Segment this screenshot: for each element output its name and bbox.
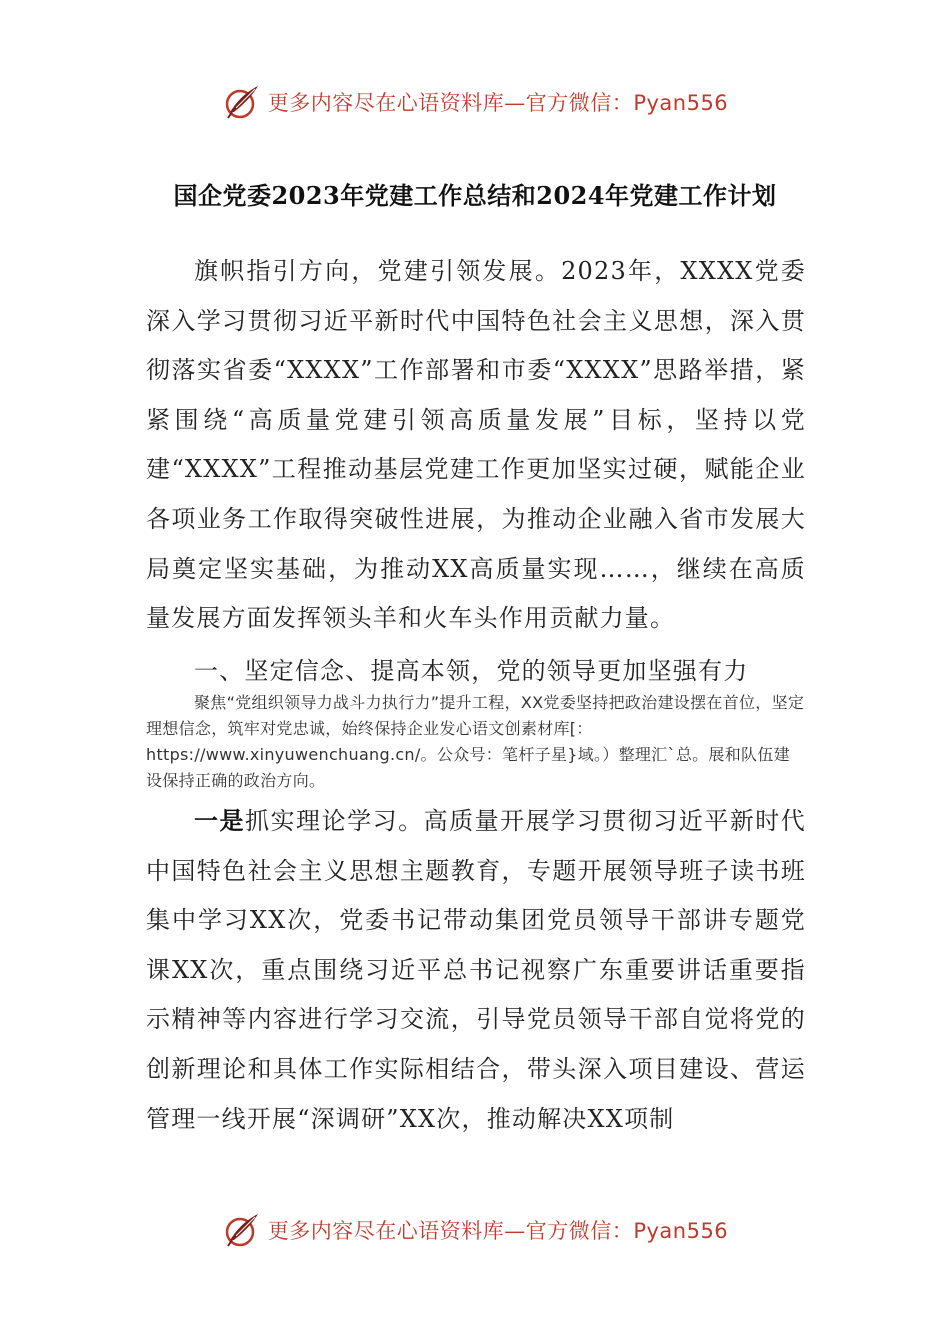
intro-paragraph: 旗帜指引方向，党建引领发展。2023年，XXXX党委深入学习贯彻习近平新时代中国特色社会主义思想，深入贯彻落实省委“XXXX”工作部署和市委“XXXX”思路举措，紧紧围绕“高质量党建引领高质量发展”目标，坚持以党建“XXXX”工程推动基层党建工作更加坚实过硬，赋能企业各项业务工作取得突破性进展，为推动企业融入省市发展大局奠定坚实基础，为推动XX高质量实现……，继续在高质量发展方面发挥领头羊和火车头作用贡献力量。 [146,257,806,633]
item-one-paragraph [146,796,806,1144]
banner-wechat-id: Pyan556 [633,1219,729,1243]
banner-text [268,1215,728,1245]
item-one-lead: 一是 [194,806,246,835]
banner-text [268,87,728,117]
quill-pen-logo-icon [222,82,262,122]
banner-wechat-id: Pyan556 [633,91,729,115]
footer-banner [0,1208,950,1252]
banner-label: 更多内容尽在心语资料库—官方微信： [267,1219,634,1243]
header-banner [0,80,950,124]
document-title: 国企党委2023年党建工作总结和2024年党建工作计划 [173,181,777,210]
banner-label: 更多内容尽在心语资料库—官方微信： [267,91,634,115]
item-one-body: 抓实理论学习。高质量开展学习贯彻习近平新时代中国特色社会主义思想主题教育，专题开展领导班子读书班集中学习XX次，党委书记带动集团党员领导干部讲专题党课XX次，重点围绕习近平总书记视察广东重要讲话重要指示精神等内容进行学习交流，引导党员领导干部自觉将党的创新理论和具体工作实际相结合，带头深入项目建设、营运管理一线开展“深调研”XX次，推动解决XX项制 [146,807,806,1133]
section-intro-paragraph: 聚焦“党组织领导力战斗力执行力”提升工程，XX党委坚持把政治建设摆在首位，坚定理想信念，筑牢对党忠诚，始终保持企业发心语文创素材库[：https://www.xinyuwenchuang.cn/。公众号：笔杆子星}域。）整理汇`总。展和队伍建设保持正确的政治方向。 [146,693,805,790]
section-heading-1: 一、坚定信念、提高本领，党的领导更加坚强有力 [194,657,749,685]
quill-pen-logo-icon [222,1210,262,1250]
